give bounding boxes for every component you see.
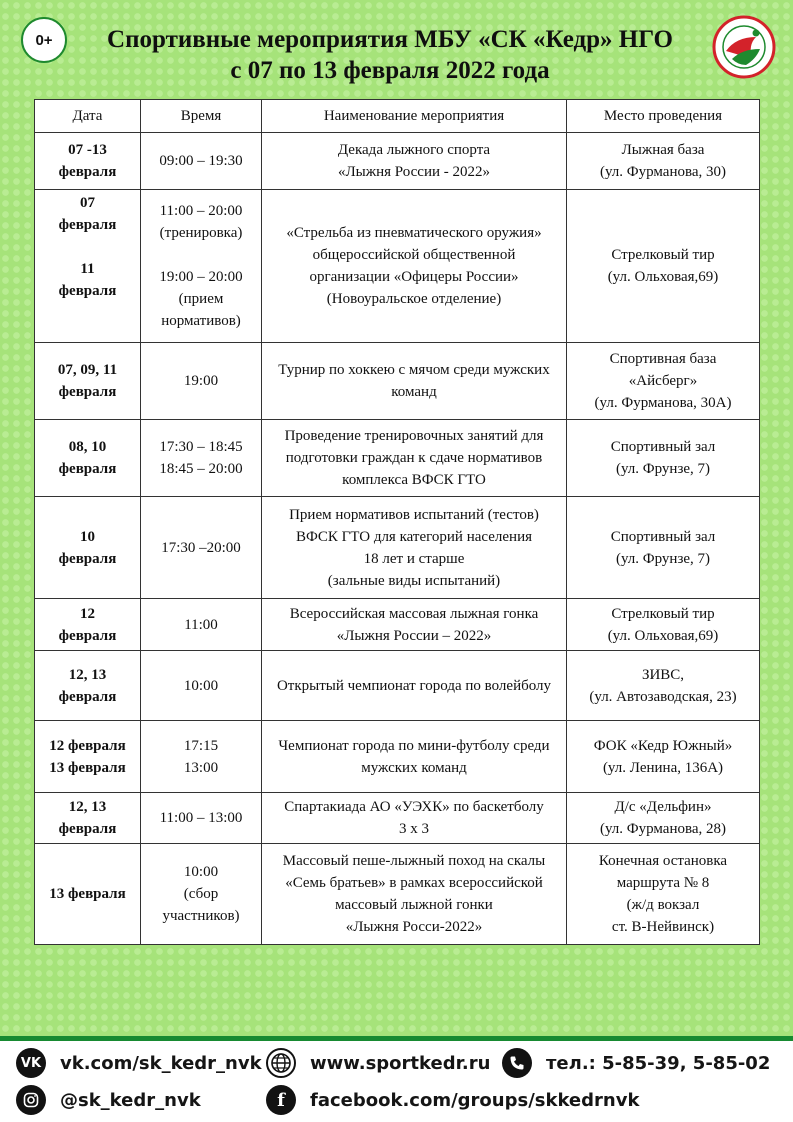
instagram-icon xyxy=(16,1085,46,1115)
row-place: Конечная остановка маршрута № 8 (ж/д вокзал ст. В-Нейвинск) xyxy=(567,844,760,945)
page-title xyxy=(80,24,700,86)
row-event: Чемпионат города по мини-футболу среди мужских команд xyxy=(262,721,567,793)
row-place: ФОК «Кедр Южный» (ул. Ленина, 136А) xyxy=(567,721,760,793)
row-date: 07, 09, 11 февраля xyxy=(35,343,141,420)
table-row xyxy=(35,190,760,343)
table-row xyxy=(35,651,760,721)
row-event: Всероссийская массовая лыжная гонка «Лыжня России – 2022» xyxy=(262,599,567,651)
row-date: 07 февраля 11 февраля xyxy=(35,190,141,343)
row-date: 10 февраля xyxy=(35,497,141,599)
row-time: 09:00 – 19:30 xyxy=(141,133,262,190)
club-logo-icon xyxy=(712,15,776,79)
header-place: Место проведения xyxy=(567,100,760,133)
row-event: Массовый пеше-лыжный поход на скалы «Семь братьев» в рамках всероссийской массовый лыжной гонки «Лыжня Росси-2022» xyxy=(262,844,567,945)
row-date: 12, 13 февраля xyxy=(35,651,141,721)
row-date: 12, 13 февраля xyxy=(35,793,141,844)
row-date: 12 февраля xyxy=(35,599,141,651)
footer-instagram-text: @sk_kedr_nvk xyxy=(60,1089,201,1111)
table-row xyxy=(35,721,760,793)
row-date: 08, 10 февраля xyxy=(35,420,141,497)
row-time: 10:00 (сбор участников) xyxy=(141,844,262,945)
row-time: 11:00 – 13:00 xyxy=(141,793,262,844)
footer-phone xyxy=(502,1048,770,1078)
table-row xyxy=(35,599,760,651)
globe-icon xyxy=(266,1048,296,1078)
footer-website-link[interactable] xyxy=(266,1048,490,1078)
row-event: Проведение тренировочных занятий для подготовки граждан к сдаче нормативов комплекса ВФСК ГТО xyxy=(262,420,567,497)
footer-facebook-link[interactable] xyxy=(266,1085,639,1115)
row-time: 17:30 – 18:45 18:45 – 20:00 xyxy=(141,420,262,497)
phone-icon xyxy=(502,1048,532,1078)
row-place: Стрелковый тир (ул. Ольховая,69) xyxy=(567,190,760,343)
row-event: «Стрельба из пневматического оружия» общероссийской общественной организации «Офицеры России» (Новоуральское отделение) xyxy=(262,190,567,343)
row-place: Стрелковый тир (ул. Ольховая,69) xyxy=(567,599,760,651)
age-rating-badge: 0+ xyxy=(21,17,67,63)
row-place: Спортивный зал (ул. Фрунзе, 7) xyxy=(567,497,760,599)
row-time: 19:00 xyxy=(141,343,262,420)
row-date: 07 -13 февраля xyxy=(35,133,141,190)
footer-vk-link[interactable] xyxy=(16,1048,262,1078)
header-time: Время xyxy=(141,100,262,133)
row-event: Турнир по хоккею с мячом среди мужских команд xyxy=(262,343,567,420)
row-event: Спартакиада АО «УЭХК» по баскетболу 3 х 3 xyxy=(262,793,567,844)
footer-vk-text: vk.com/sk_kedr_nvk xyxy=(60,1052,262,1074)
row-place: ЗИВС, (ул. Автозаводская, 23) xyxy=(567,651,760,721)
footer-facebook-text: facebook.com/groups/skkedrnvk xyxy=(310,1089,640,1111)
row-event: Прием нормативов испытаний (тестов) ВФСК ГТО для категорий населения 18 лет и старше (зальные виды испытаний) xyxy=(262,497,567,599)
header-event: Наименование мероприятия xyxy=(262,100,567,133)
row-place: Спортивный зал (ул. Фрунзе, 7) xyxy=(567,420,760,497)
title-line-2: с 07 по 13 февраля 2022 года xyxy=(230,57,550,84)
row-event: Декада лыжного спорта «Лыжня России - 2022» xyxy=(262,133,567,190)
row-time: 10:00 xyxy=(141,651,262,721)
events-table xyxy=(34,99,760,945)
footer-website-text: www.sportkedr.ru xyxy=(310,1052,491,1074)
row-time: 17:15 13:00 xyxy=(141,721,262,793)
row-place: Д/с «Дельфин» (ул. Фурманова, 28) xyxy=(567,793,760,844)
row-place: Спортивная база «Айсберг» (ул. Фурманова, 30А) xyxy=(567,343,760,420)
row-time: 17:30 –20:00 xyxy=(141,497,262,599)
row-date: 13 февраля xyxy=(35,844,141,945)
table-row xyxy=(35,793,760,844)
table-row xyxy=(35,497,760,599)
row-event: Открытый чемпионат города по волейболу xyxy=(262,651,567,721)
row-time: 11:00 xyxy=(141,599,262,651)
title-line-1: Спортивные мероприятия МБУ «СК «Кедр» НГО xyxy=(107,26,673,53)
footer-phone-text: тел.: 5-85-39, 5-85-02 xyxy=(546,1052,771,1074)
row-place: Лыжная база (ул. Фурманова, 30) xyxy=(567,133,760,190)
table-row xyxy=(35,844,760,945)
table-header-row xyxy=(35,100,760,133)
footer-instagram-link[interactable] xyxy=(16,1085,201,1115)
facebook-icon: f xyxy=(266,1085,296,1115)
table-row xyxy=(35,133,760,190)
row-date: 12 февраля 13 февраля xyxy=(35,721,141,793)
table-row xyxy=(35,420,760,497)
table-row xyxy=(35,343,760,420)
row-time: 11:00 – 20:00 (тренировка) 19:00 – 20:00 (прием нормативов) xyxy=(141,190,262,343)
footer xyxy=(0,1041,793,1122)
header-date: Дата xyxy=(35,100,141,133)
vk-icon: VK xyxy=(16,1048,46,1078)
